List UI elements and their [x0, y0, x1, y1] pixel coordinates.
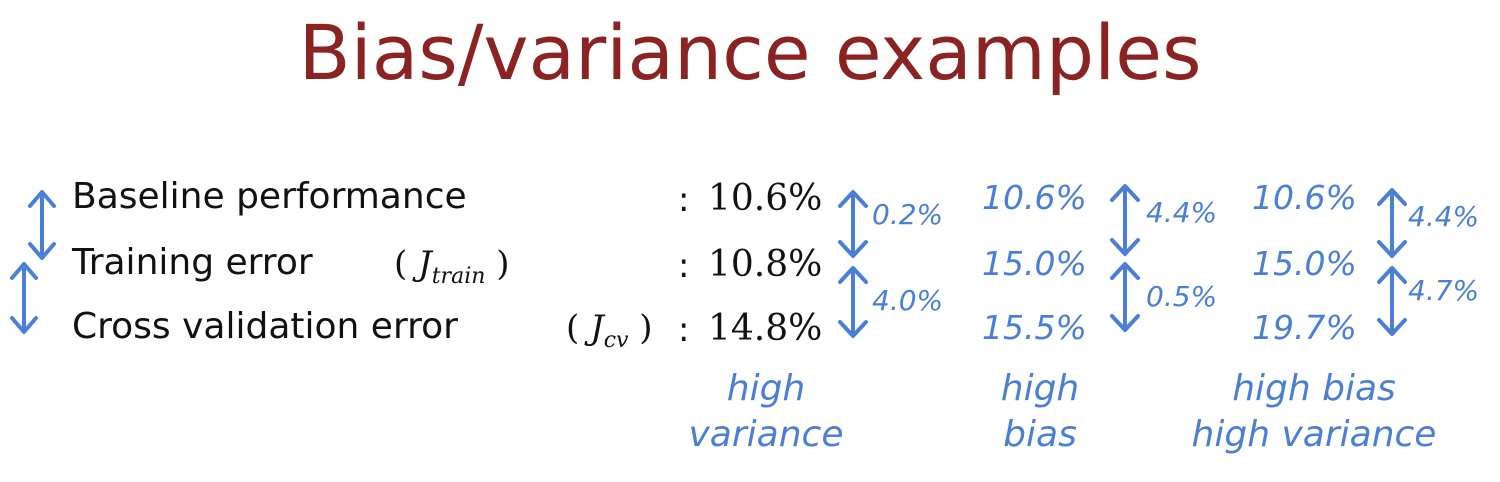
ex1-diff-bottom: 4.0%: [872, 284, 944, 317]
ex3-diff-top: 4.4%: [1408, 200, 1480, 233]
symbol-jtrain-sub: train: [431, 263, 486, 289]
ex2-diff-bottom: 0.5%: [1146, 280, 1218, 313]
paren-open: (: [394, 244, 408, 284]
ex2-arrow-bottom: [1112, 264, 1138, 330]
left-arrow-baseline-training: [30, 192, 54, 258]
ex3-caption: [1176, 366, 1452, 458]
ex2-value-training: 15.0%: [982, 244, 1087, 283]
colon-cv: :: [678, 310, 690, 350]
symbol-jcv: [566, 308, 653, 353]
ex2-arrow-top: [1112, 186, 1138, 254]
paren-close: ): [639, 308, 653, 348]
ex3-arrow-bottom: [1379, 268, 1405, 334]
row-label-baseline: Baseline performance: [72, 176, 467, 217]
symbol-jcv-base: J: [590, 308, 604, 348]
ex2-caption: [970, 366, 1110, 458]
ex3-value-baseline: 10.6%: [1252, 178, 1357, 217]
slide-title: Bias/variance examples: [298, 8, 1202, 97]
ex2-caption-line2: bias: [1003, 414, 1077, 455]
paren-open: (: [566, 308, 580, 348]
ex1-arrow-bottom: [840, 268, 866, 336]
ex2-value-cv: 15.5%: [982, 308, 1087, 347]
ex3-value-cv: 19.7%: [1252, 308, 1357, 347]
ex3-value-training: 15.0%: [1252, 244, 1357, 283]
symbol-jcv-sub: cv: [603, 327, 629, 353]
ex2-caption-line1: high: [1000, 368, 1080, 409]
ex1-value-baseline: 10.6%: [708, 178, 823, 219]
paren-close: ): [496, 244, 510, 284]
ex3-arrow-top: [1379, 190, 1405, 256]
symbol-jtrain: [394, 244, 509, 289]
ex2-diff-top: 4.4%: [1146, 196, 1218, 229]
colon-training: :: [678, 246, 690, 286]
ex1-arrow-top: [840, 192, 866, 256]
row-label-cv: Cross validation error: [72, 306, 458, 347]
ex3-caption-line1: high bias: [1232, 368, 1396, 409]
ex1-value-cv: 14.8%: [708, 308, 823, 349]
ex1-caption-line1: high: [726, 368, 806, 409]
left-arrow-training-cv: [12, 264, 36, 332]
row-label-training: Training error: [72, 242, 313, 283]
ex1-caption: [676, 366, 856, 458]
ex2-value-baseline: 10.6%: [982, 178, 1087, 217]
ex1-caption-line2: variance: [688, 414, 844, 455]
ex1-value-training: 10.8%: [708, 244, 823, 285]
symbol-jtrain-base: J: [418, 244, 432, 284]
colon-baseline: :: [678, 180, 690, 220]
ex1-diff-top: 0.2%: [872, 198, 944, 231]
ex3-caption-line2: high variance: [1191, 414, 1437, 455]
ex3-diff-bottom: 4.7%: [1408, 274, 1480, 307]
